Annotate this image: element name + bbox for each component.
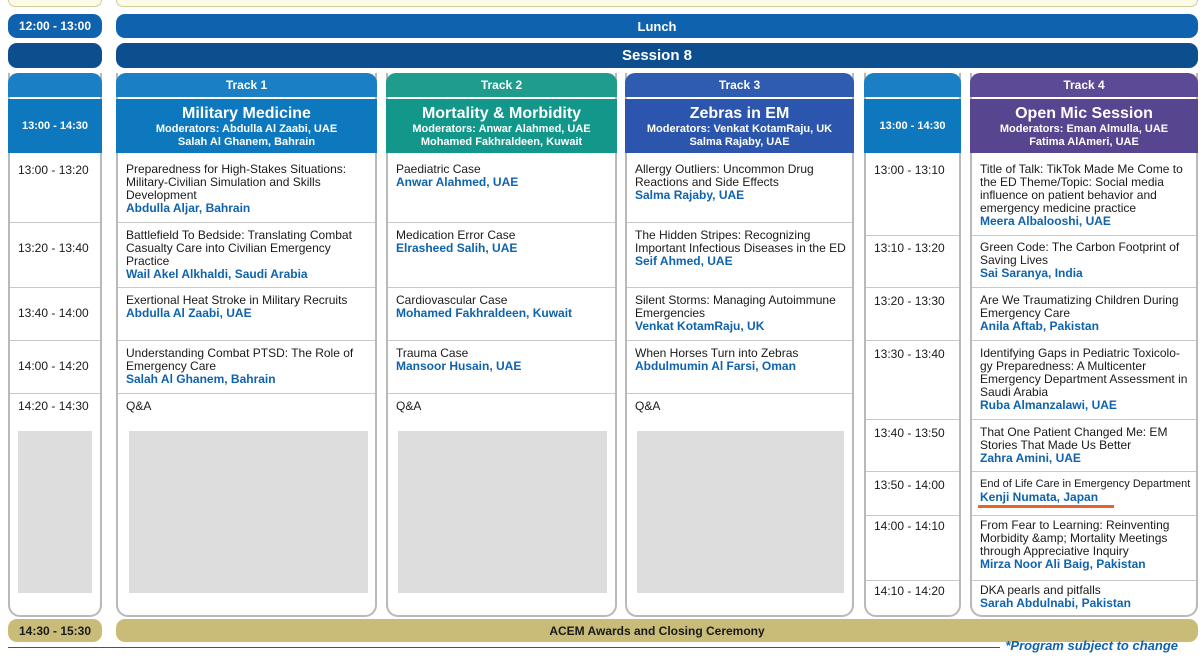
time-row: 13:30 - 13:40 — [866, 340, 959, 341]
time-row: 13:50 - 14:00 — [866, 471, 959, 472]
speaker: Anila Aftab, Pakistan — [980, 319, 1099, 333]
closing-time: 14:30 - 15:30 — [8, 619, 102, 642]
talk: The Hidden Stripes: Recognizing Important Infectious Diseases in the ED Seif Ahmed, UAE — [635, 229, 848, 268]
session-row — [972, 580, 1196, 610]
lunch-time: 12:00 - 13:00 — [8, 14, 102, 38]
time-column-header: 13:00 - 14:30 — [864, 99, 961, 153]
track-2-cap: Track 2 — [386, 73, 617, 97]
talk: Understanding Combat PTSD: The Role of Emergency Care Salah Al Ghanem, Bahrain — [126, 347, 371, 386]
time-column-cap — [8, 73, 102, 97]
track-title: Military Medicine — [182, 104, 311, 122]
session-row — [118, 393, 375, 413]
talk: Trauma Case Mansoor Husain, UAE — [396, 347, 611, 373]
time-row: 14:00 - 14:20 — [10, 340, 100, 341]
speaker: Sarah Abdulnabi, Pakistan — [980, 596, 1131, 610]
session-row — [972, 419, 1196, 465]
speaker: Salma Rajaby, UAE — [635, 188, 745, 202]
time-row: 13:10 - 13:20 — [866, 235, 959, 236]
session-row — [388, 393, 615, 413]
track-1-header — [116, 99, 377, 153]
moderators-2: Mohamed Fakhraldeen, Kuwait — [420, 135, 583, 148]
time-row: 14:00 - 14:10 — [866, 515, 959, 516]
speaker: Ruba Almanzalawi, UAE — [980, 398, 1117, 412]
speaker: Venkat KotamRaju, UK — [635, 319, 765, 333]
speaker: Sai Saranya, India — [980, 266, 1083, 280]
track-3-column — [625, 73, 854, 617]
talk: Cardiovascular Case Mohamed Fakhraldeen, Kuwait — [396, 294, 611, 320]
talk: Exertional Heat Stroke in Military Recruits Abdulla Al Zaabi, UAE — [126, 294, 371, 320]
track-4-column — [970, 73, 1198, 617]
talk: Paediatric Case Anwar Alahmed, UAE — [396, 163, 611, 189]
session-row — [627, 393, 852, 413]
talk: From Fear to Learning: Reinventing Morbidity &amp; Mortality Meetings through Appreciative Inquiry Mirza Noor Ali Baig, Pakistan — [980, 519, 1192, 571]
speaker: Mansoor Husain, UAE — [396, 359, 522, 373]
talk: Green Code: The Carbon Footprint of Saving Lives Sai Saranya, India — [980, 241, 1192, 280]
moderators-2: Salah Al Ghanem, Bahrain — [177, 135, 316, 148]
track-4-header — [970, 99, 1198, 153]
session-row — [627, 340, 852, 373]
session-row — [388, 340, 615, 373]
speaker: Mohamed Fakhraldeen, Kuwait — [396, 306, 573, 320]
speaker: Meera Albalooshi, UAE — [980, 214, 1111, 228]
closing-banner: ACEM Awards and Closing Ceremony — [116, 619, 1198, 642]
time-row: 13:40 - 14:00 — [10, 287, 100, 288]
session-row — [118, 287, 375, 320]
footer-rule — [8, 647, 1000, 648]
talk: Preparedness for High-Stakes Situations: Military-Civilian Simulation and Skills Development Abdulla Aljar, Bahrain — [126, 163, 371, 215]
talk: Allergy Outliers: Uncommon Drug Reactions and Side Effects Salma Rajaby, UAE — [635, 163, 848, 202]
time-row: 14:20 - 14:30 — [10, 393, 100, 394]
session-banner: Session 8 — [116, 43, 1198, 68]
session-row — [972, 471, 1196, 504]
track-2-header — [386, 99, 617, 153]
image-placeholder — [398, 431, 607, 593]
time-row: 14:10 - 14:20 — [866, 580, 959, 581]
time-column-cap — [864, 73, 961, 97]
time-column-left: 13:00 - 14:30 13:00 - 13:20 13:20 - 13:40 13:40 - 14:00 14:00 - 14:20 14:20 - 14:30 — [8, 73, 102, 617]
session-row — [627, 287, 852, 333]
session-row — [972, 287, 1196, 333]
session-row — [388, 287, 615, 320]
talk: Medication Error Case Elrasheed Salih, UAE — [396, 229, 611, 255]
moderators-2: Salma Rajaby, UAE — [689, 135, 790, 148]
speaker: Seif Ahmed, UAE — [635, 254, 733, 268]
image-placeholder — [18, 431, 92, 593]
speaker: Abdulla Aljar, Bahrain — [126, 201, 251, 215]
session-row — [118, 222, 375, 281]
talk: Q&A — [396, 399, 422, 413]
moderators: Moderators: Anwar Alahmed, UAE — [412, 122, 591, 135]
talk: Silent Storms: Managing Autoimmune Emergencies Venkat KotamRaju, UK — [635, 294, 848, 333]
time-column-header: 13:00 - 14:30 — [8, 99, 102, 153]
talk: Q&A — [635, 399, 661, 413]
session-time-blank — [8, 43, 102, 68]
talk: Battlefield To Bedside: Translating Combat Casualty Care into Civilian Emergency Practice Wail Akel Alkhaldi, Saudi Arabia — [126, 229, 371, 281]
track-1-column — [116, 73, 377, 617]
speaker: Anwar Alahmed, UAE — [396, 175, 519, 189]
track-1-cap: Track 1 — [116, 73, 377, 97]
track-title: Open Mic Session — [1015, 104, 1153, 122]
session-row — [118, 340, 375, 386]
highlight-underline — [978, 505, 1114, 508]
talk: That One Patient Changed Me: EM Stories That Made Us Better Zahra Amini, UAE — [980, 426, 1192, 465]
track-4-cap: Track 4 — [970, 73, 1198, 97]
talk: Q&A — [126, 399, 152, 413]
moderators: Moderators: Eman Almulla, UAE — [999, 122, 1169, 135]
talk: Identifying Gaps in Pediatric Toxicolo-gy Preparedness: A Multicenter Emergency Department Assessment in Saudi Arabia Ruba Almanzalawi, UAE — [980, 347, 1192, 412]
speaker: Elrasheed Salih, UAE — [396, 241, 518, 255]
speaker: Wail Akel Alkhaldi, Saudi Arabia — [126, 267, 308, 281]
speaker: Salah Al Ghanem, Bahrain — [126, 372, 276, 386]
speaker: Abdulmumin Al Farsi, Oman — [635, 359, 796, 373]
moderators-2: Fatima AlAmeri, UAE — [1029, 135, 1139, 148]
track-3-header — [625, 99, 854, 153]
session-row — [972, 235, 1196, 280]
speaker: Abdulla Al Zaabi, UAE — [126, 306, 252, 320]
talk: When Horses Turn into Zebras Abdulmumin Al Farsi, Oman — [635, 347, 848, 373]
track-title: Zebras in EM — [689, 104, 790, 122]
time-row: 13:20 - 13:40 — [10, 222, 100, 223]
moderators: Moderators: Venkat KotamRaju, UK — [646, 122, 833, 135]
lunch-banner: Lunch — [116, 14, 1198, 38]
talk: Title of Talk: TikTok Made Me Come to the ED Theme/Topic: Social media influence on patient behavior and emergency medicine practice Meera Albalooshi, UAE — [980, 163, 1192, 228]
track-2-column — [386, 73, 617, 617]
session-row — [627, 222, 852, 268]
time-column-right: 13:00 - 14:30 13:00 - 13:10 13:10 - 13:20 13:20 - 13:30 13:30 - 13:40 13:40 - 13:50 13:50 - 14:00 14:00 - 14:10 14:10 - 14:20 — [864, 73, 961, 617]
session-row — [972, 340, 1196, 412]
speaker: Mirza Noor Ali Baig, Pakistan — [980, 557, 1146, 571]
time-row: 13:40 - 13:50 — [866, 419, 959, 420]
speaker: Kenji Numata, Japan — [980, 490, 1099, 504]
footnote: *Program subject to change — [1005, 638, 1178, 653]
previous-row-remnant — [116, 0, 1198, 7]
talk: Are We Traumatizing Children During Emergency Care Anila Aftab, Pakistan — [980, 294, 1192, 333]
speaker: Zahra Amini, UAE — [980, 451, 1081, 465]
session-row — [972, 515, 1196, 571]
image-placeholder — [637, 431, 844, 593]
previous-row-remnant — [8, 0, 102, 7]
track-title: Mortality & Morbidity — [421, 104, 582, 122]
time-row: 13:20 - 13:30 — [866, 287, 959, 288]
image-placeholder — [129, 431, 368, 593]
session-row — [388, 222, 615, 255]
moderators: Moderators: Abdulla Al Zaabi, UAE — [155, 122, 338, 135]
track-3-cap: Track 3 — [625, 73, 854, 97]
talk: DKA pearls and pitfalls Sarah Abdulnabi, Pakistan — [980, 584, 1192, 610]
talk: End of Life Care in Emergency Department Kenji Numata, Japan — [980, 478, 1191, 504]
